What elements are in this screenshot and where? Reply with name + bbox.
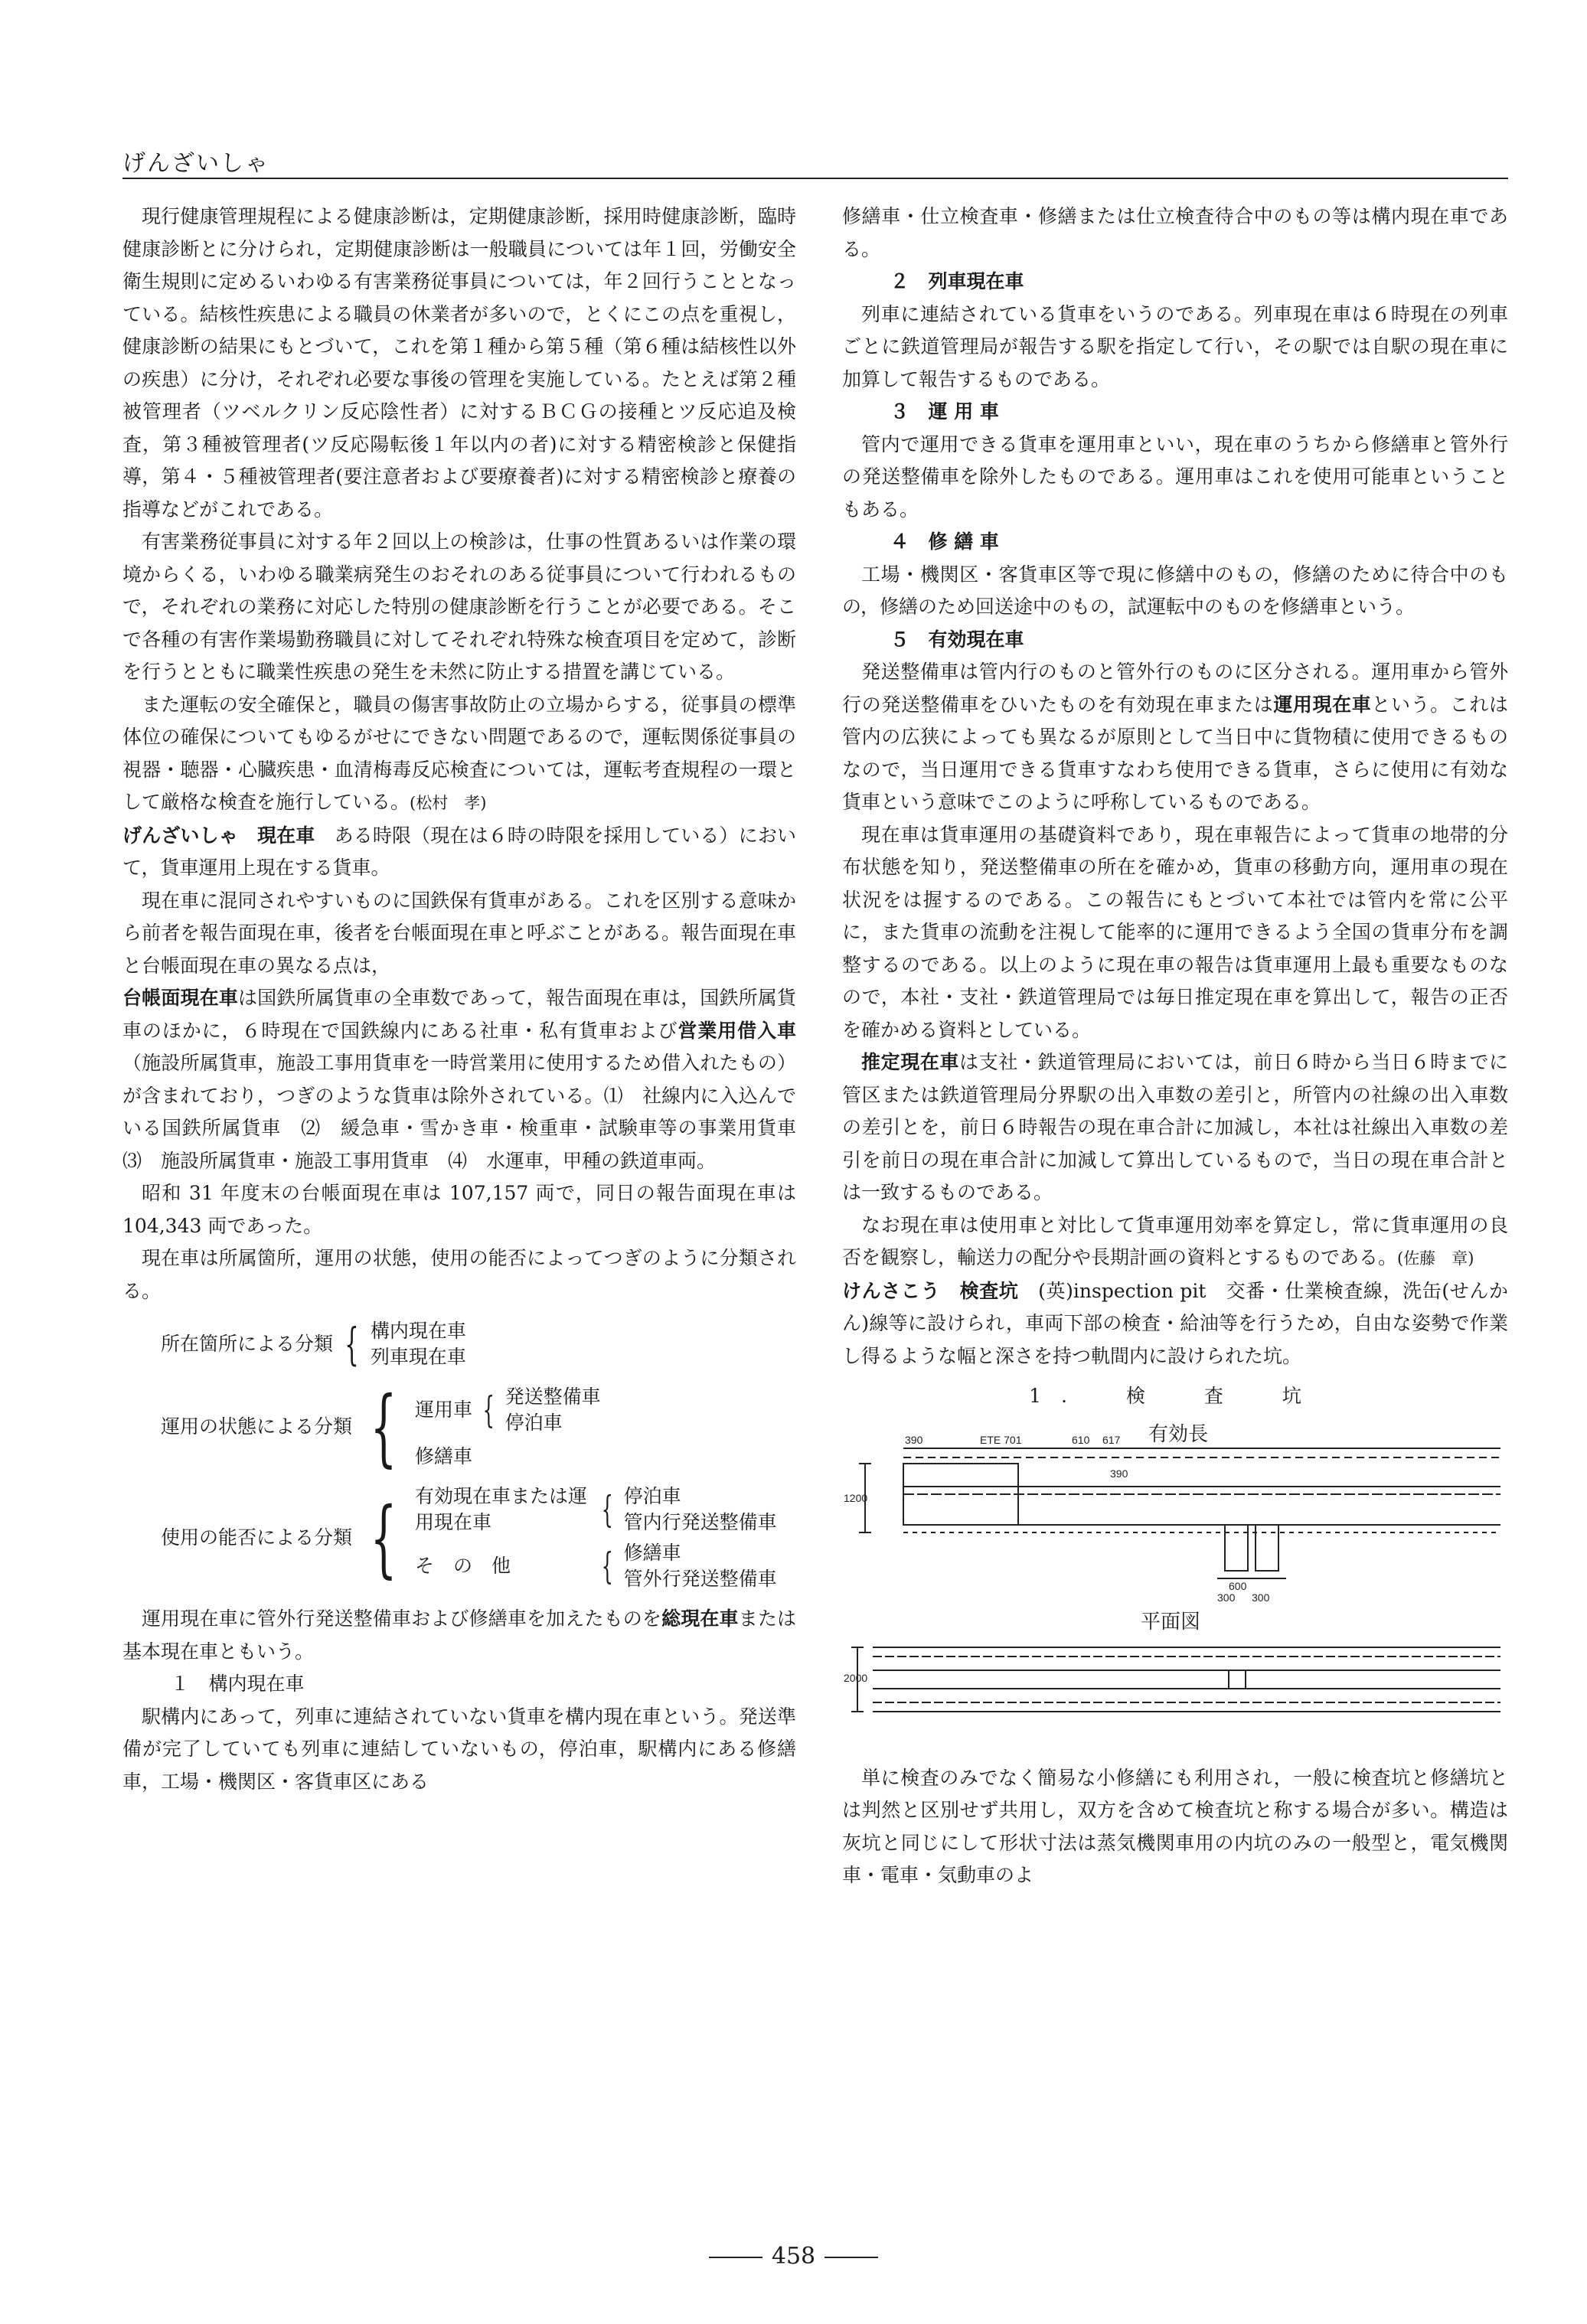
brace: { xyxy=(601,1487,613,1531)
brace: { xyxy=(345,1318,359,1370)
paragraph-text: は国鉄所属貨車の全車数であって，報告面現在車は，国鉄所属貨車のほかに，６時現在で国鉄線内にある社車・私有貨車および xyxy=(122,987,796,1042)
paragraph: 工場・機関区・客貨車区等で現に修繕中のもの，修繕のために待合中のもの，修繕のため回送途中のもの，試運転中のものを修繕車という。 xyxy=(842,563,1508,618)
paragraph: 有害業務従事員に対する年２回以上の検診は，仕事の性質あるいは作業の環境からくる，いわゆる職業病発生のおそれのある従事員について行われるもので，それぞれの業務に対応した特別の健康診断を行うことが必要である。そこで各種の有害作業場勤務職員に対してそれぞれ特殊な検査項目を定めて，診断を行うとともに職業性疾患の発生を未然に防止する措置を講じている。 xyxy=(122,530,796,683)
entry-definition: (英)inspection pit 交番・仕業検査線，洗缶(せんかん)線等に設けられ，車両下部の検査・給油等を行うため，自由な姿勢で作業し得るような幅と深さを持つ軌間内に設けられた坑。 xyxy=(842,1279,1508,1367)
paragraph-text: なお現在車は使用車と対比して貨車運用効率を算定し，常に貨車運用の良否を観察し，輸送力の配分や長期計画の資料とするものである。 xyxy=(842,1213,1508,1268)
brace: { xyxy=(601,1544,613,1588)
entry-headword: げんざいしゃ 現在車 xyxy=(122,824,315,847)
right-column xyxy=(842,201,1508,1892)
classification-item: 管内行発送整備車 xyxy=(623,1511,777,1533)
section-heading: ５ 有効現在車 xyxy=(890,628,1024,651)
dimension-label: 390 xyxy=(1110,1467,1128,1480)
dimension-label: 617 xyxy=(1102,1433,1121,1446)
dimension-label: 390 xyxy=(905,1433,923,1446)
brace: { xyxy=(482,1388,495,1431)
term-bold: 総現在車 xyxy=(661,1608,739,1630)
paragraph: 管内で運用できる貨車を運用車といい，現在車のうちから修繕車と管外行の発送整備車を除外したものである。運用車はこれを使用可能車ということもある。 xyxy=(842,432,1508,521)
classification-item: 有効現在車または運用現在車 xyxy=(415,1485,588,1533)
dimension-label: 300 xyxy=(1217,1591,1236,1604)
classification-item: 運用車 xyxy=(415,1399,473,1421)
paragraph xyxy=(122,689,796,820)
page-number: 458 xyxy=(771,2243,816,2270)
dictionary-entry xyxy=(122,820,796,885)
classification-item: 管外行発送整備車 xyxy=(623,1568,777,1590)
classification-item: 停泊車 xyxy=(505,1412,563,1434)
dimension-label: 300 xyxy=(1252,1591,1270,1604)
term-bold: 運用現在車 xyxy=(1273,693,1372,716)
paragraph-text: 発送整備車は管内行のものと管外行のものに区分される。運用車から管外行の発送整備車をひいたものを有効現在車または xyxy=(842,661,1508,716)
classification-label: 使用の能否による分類 xyxy=(161,1526,353,1549)
dictionary-entry xyxy=(842,1275,1508,1373)
paragraph-text: という。これは管内の広狭によっても異なるが原則として当日中に貨物積に使用できるものなので，当日運用できる貨車すなわち使用できる貨車，さらに使用に有効な貨車という意味でこのように呼称しているものである。 xyxy=(842,693,1508,813)
header-rule xyxy=(122,178,1508,179)
dimension-label: 600 xyxy=(1229,1579,1247,1592)
footer-dash xyxy=(825,2257,878,2258)
paragraph xyxy=(122,1603,796,1668)
paragraph-text: （施設所属貨車，施設工事用貨車を一時営業用に使用するため借入れたもの）が含まれており，つぎのような貨車は除外されている。⑴ 社線内に入込んでいる国鉄所属貨車 ⑵ 緩急車・雪かき車・検重車・試験車等の事業用貨車 ⑶ 施設所属貨車・施設工事用貨車 ⑷ 水運車，甲種の鉄道車両。 xyxy=(122,1052,816,1172)
classification-item: 列車現在車 xyxy=(370,1346,466,1368)
footer-dash xyxy=(709,2257,762,2258)
paragraph: 現在車は貨車運用の基礎資料であり，現在車報告によって貨車の地帯的分布状態を知り，発送整備車の所在を確かめ，貨車の移動方向，運用車の現在状況をは握するのである。この報告にもとづいて本社では管内を常に公平に，また貨車の流動を注視して能率的に運用できるよう全国の貨車分布を調整するのである。以上のように現在車の報告は貨車運用上最も重要なものなので，本社・支社・鉄道管理局では毎日推定現在車を算出して，報告の正否を確かめる資料としている。 xyxy=(842,823,1508,1041)
paragraph: 現行健康管理規程による健康診断は，定期健康診断，採用時健康診断，臨時健康診断とに分けられ，定期健康診断は一般職員については年１回，労働安全衛生規則に定めるいわゆる有害業務従事員については，年２回行うこととなっている。結核性疾患による職員の休業者が多いので，とくにこの点を重視し，健康診断の結果にもとづいて，これを第１種から第５種（第６種は結核性以外の疾患）に分け，それぞれ必要な事後の管理を実施している。たとえば第２種被管理者（ツベルクリン反応陰性者）に対するＢＣＧの接種とツ反応追及検査，第３種被管理者(ツ反応陽転後１年以内の者)に対する精密検診と保健指導，第４・５種被管理者(要注意者および要療養者)に対する精密検診と療養の指導などがこれである。 xyxy=(122,205,796,521)
classification-item: そ の 他 xyxy=(415,1555,511,1577)
paragraph xyxy=(842,1046,1508,1209)
paragraph: 修繕車・仕立検査車・修繕または仕立検査待合中のもの等は構内現在車である。 xyxy=(842,205,1508,260)
paragraph-text: 運用現在車に管外行発送整備車および修繕車を加えたものを xyxy=(142,1608,662,1630)
running-header: げんざいしゃ xyxy=(122,150,269,177)
section-heading: ２ 列車現在車 xyxy=(890,270,1024,292)
term-bold: 台帳面現在車 xyxy=(122,987,239,1009)
paragraph: 駅構内にあって，列車に連結されていない貨車を構内現在車という。発送準備が完了していても列車に連結していないもの，停泊車，駅構内にある修繕車，工場・機関区・客貨車区にある xyxy=(122,1705,796,1793)
paragraph: 現在車は所属箇所，運用の状態，使用の能否によってつぎのように分類される。 xyxy=(122,1247,796,1302)
section-heading: ３ 運 用 車 xyxy=(890,400,999,423)
dimension-label: 610 xyxy=(1072,1433,1090,1446)
dimension-label: 1200 xyxy=(844,1491,868,1504)
figure-label-effective-length: 有効長 xyxy=(1148,1422,1209,1446)
paragraph: 列車に連結されている貨車をいうのである。列車現在車は６時現在の列車ごとに鉄道管理局が報告する駅を指定して行い，その駅では自駅の現在車に加算して報告するものである。 xyxy=(842,302,1508,390)
classification-label: 運用の状態による分類 xyxy=(161,1415,353,1438)
author-credit: (松村 孝) xyxy=(410,794,487,812)
figure-title: 1. 検 査 坑 xyxy=(1029,1385,1321,1407)
paragraph-text: は支社・鉄道管理局においては，前日６時から当日６時までに管区または鉄道管理局分界駅の出入車数の差引と，所管内の社線の出入車数の差引とを，前日６時報告の現在車合計に加減し，本社は社線出入車数の差引を前日の現在車合計に加減して算出しているもので，当日の現在車合計とは一致するものである。 xyxy=(842,1051,1508,1203)
entry-definition: ある時限（現在は６時の時限を採用している）において，貨車運用上現在する貨車。 xyxy=(122,824,796,879)
paragraph: 単に検査のみでなく簡易な小修繕にも利用され，一般に検査坑と修繕坑とは判然と区別せず共用し，双方を含めて検査坑と称する場合が多い。構造は灰坑と同じにして形状寸法は蒸気機関車用の内坑のみの一般型と，電気機関車・電車・気動車のよ xyxy=(842,1766,1508,1886)
paragraph-text: また運転の安全確保と，職員の傷害事故防止の立場からする，従事員の標準体位の確保についてもゆるがせにできない問題であるので，運転関係従事員の視器・聴器・心臓疾患・血清梅毒反応検査については，運転考査規程の一環として厳格な検査を施行している。 xyxy=(122,693,796,813)
dimension-label: ETE 701 xyxy=(980,1433,1022,1446)
term-bold: 推定現在車 xyxy=(861,1051,960,1073)
brace: { xyxy=(370,1378,397,1476)
classification-group xyxy=(161,1378,601,1476)
inspection-pit-drawing xyxy=(842,1418,1508,1754)
classification-group xyxy=(161,1484,777,1592)
classification-diagram xyxy=(161,1318,796,1592)
classification-group xyxy=(161,1318,466,1370)
figure-label-plan: 平面図 xyxy=(1141,1610,1201,1634)
brace: { xyxy=(370,1489,397,1587)
classification-label: 所在箇所による分類 xyxy=(161,1333,334,1355)
classification-item: 修繕車 xyxy=(415,1445,473,1467)
paragraph-text: または基本現在車ともいう。 xyxy=(122,1608,796,1663)
classification-item: 発送整備車 xyxy=(505,1386,601,1408)
classification-item: 停泊車 xyxy=(623,1485,681,1507)
classification-item: 修繕車 xyxy=(623,1542,681,1564)
author-credit: (佐藤 章) xyxy=(1397,1249,1474,1268)
term-bold: 営業用借入車 xyxy=(678,1019,796,1042)
entry-headword: けんさこう 検査坑 xyxy=(842,1279,1019,1302)
paragraph xyxy=(842,656,1508,819)
left-column xyxy=(122,201,816,1798)
paragraph: 昭和 31 年度末の台帳面現在車は 107,157 両で，同日の報告面現在車は 104,343 両であった。 xyxy=(122,1182,796,1237)
page-footer xyxy=(0,2243,1587,2270)
section-heading: １ 構内現在車 xyxy=(170,1673,305,1695)
paragraph: 現在車に混同されやすいものに国鉄保有貨車がある。これを区別する意味から前者を報告面現在車，後者を台帳面現在車と呼ぶことがある。報告面現在車と台帳面現在車の異なる点は， xyxy=(122,889,796,977)
section-heading: ４ 修 繕 車 xyxy=(890,530,999,553)
dimension-label: 2000 xyxy=(844,1671,868,1684)
classification-item: 構内現在車 xyxy=(370,1320,466,1342)
paragraph xyxy=(842,1209,1508,1275)
paragraph xyxy=(122,982,816,1177)
